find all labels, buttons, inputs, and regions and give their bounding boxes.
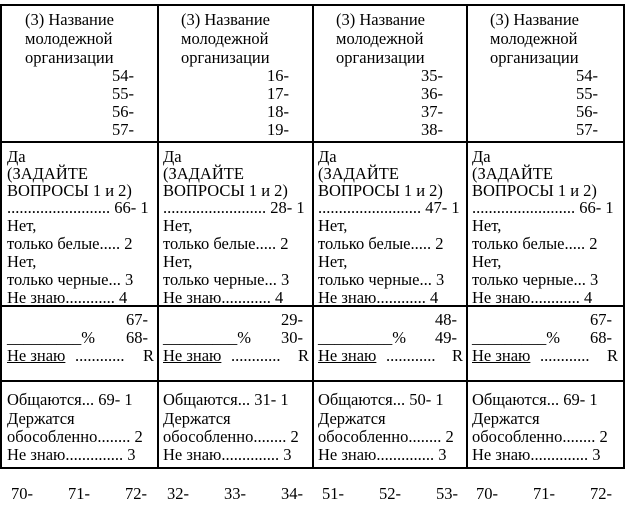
- org-name-code: 56-: [576, 102, 598, 121]
- percent-code: 30-: [281, 328, 303, 347]
- org-name-code: 17-: [267, 84, 289, 103]
- org-name-header-line: молодежной: [25, 29, 113, 48]
- percent-code: 67-: [590, 310, 612, 329]
- percent-code: 48-: [435, 310, 457, 329]
- answer-yes-code: ......................... 47- 1: [318, 198, 460, 217]
- answer-no-white-code: только белые..... 2: [472, 234, 598, 253]
- answer-no-white: Нет,: [7, 216, 37, 235]
- percent-refused-code: R: [451, 346, 463, 365]
- answer-dont-know: Не знаю............ 4: [318, 288, 439, 307]
- percent-dont-know: Не знаю: [318, 346, 377, 365]
- org-name-code: 56-: [112, 102, 134, 121]
- org-name-code: 55-: [112, 84, 134, 103]
- percent-blank: _________%: [318, 328, 406, 347]
- percent-blank: _________%: [163, 328, 251, 347]
- org-name-code: 38-: [421, 120, 443, 139]
- answer-yes: Да: [163, 147, 182, 166]
- percent-dont-know: Не знаю: [7, 346, 66, 365]
- percent-refused-code: R: [142, 346, 154, 365]
- answer-no-white-code: только белые..... 2: [318, 234, 444, 253]
- col-divider-2: [312, 4, 314, 469]
- answer-no-white-code: только белые..... 2: [7, 234, 133, 253]
- footer-code: 71-: [68, 484, 90, 503]
- instruction-ask: (ЗАДАЙТЕ: [7, 164, 88, 183]
- org-name-code: 37-: [421, 102, 443, 121]
- org-name-header-line: (3) Название: [25, 10, 115, 29]
- answer-yes: Да: [472, 147, 491, 166]
- footer-code: 32-: [167, 484, 189, 503]
- communicate-dont-know: Не знаю.............. 3: [7, 445, 136, 464]
- instruction-ask: (ЗАДАЙТЕ: [472, 164, 553, 183]
- percent-dont-know-dots: ............: [386, 346, 436, 365]
- answer-no-black: Нет,: [472, 252, 502, 271]
- org-name-header-line: организации: [336, 48, 425, 67]
- answer-no-black-code: только черные... 3: [163, 270, 290, 289]
- isolated-answer: Держатся: [7, 409, 75, 428]
- percent-code: 29-: [281, 310, 303, 329]
- answer-no-black-code: только черные... 3: [7, 270, 134, 289]
- instruction-ask: (ЗАДАЙТЕ: [318, 164, 399, 183]
- communicate-answer: Общаются... 69- 1: [472, 390, 598, 409]
- footer-code: 72-: [590, 484, 612, 503]
- org-name-code: 55-: [576, 84, 598, 103]
- footer-code: 51-: [322, 484, 344, 503]
- percent-dont-know-dots: ............: [540, 346, 590, 365]
- instruction-ask: ВОПРОСЫ 1 и 2): [163, 181, 288, 200]
- org-name-code: 54-: [112, 66, 134, 85]
- col-divider-3: [466, 4, 468, 469]
- org-name-header-line: (3) Название: [336, 10, 426, 29]
- footer-code: 33-: [224, 484, 246, 503]
- percent-code: 67-: [126, 310, 148, 329]
- isolated-answer: Держатся: [318, 409, 386, 428]
- percent-code: 49-: [435, 328, 457, 347]
- answer-no-black: Нет,: [318, 252, 348, 271]
- isolated-answer: Держатся: [472, 409, 540, 428]
- answer-dont-know: Не знаю............ 4: [7, 288, 128, 307]
- org-name-code: 57-: [112, 120, 134, 139]
- answer-no-white: Нет,: [472, 216, 502, 235]
- percent-dont-know-dots: ............: [231, 346, 281, 365]
- instruction-ask: ВОПРОСЫ 1 и 2): [472, 181, 597, 200]
- instruction-ask: ВОПРОСЫ 1 и 2): [318, 181, 443, 200]
- org-name-code: 35-: [421, 66, 443, 85]
- answer-yes-code: ......................... 66- 1: [472, 198, 614, 217]
- org-name-code: 36-: [421, 84, 443, 103]
- org-name-code: 54-: [576, 66, 598, 85]
- isolated-answer-code: обособленно........ 2: [472, 427, 608, 446]
- instruction-ask: ВОПРОСЫ 1 и 2): [7, 181, 132, 200]
- org-name-code: 57-: [576, 120, 598, 139]
- isolated-answer: Держатся: [163, 409, 231, 428]
- answer-no-black-code: только черные... 3: [472, 270, 599, 289]
- table-left-border: [0, 4, 2, 469]
- instruction-ask: (ЗАДАЙТЕ: [163, 164, 244, 183]
- org-name-header-line: организации: [25, 48, 114, 67]
- col-divider-1: [157, 4, 159, 469]
- percent-blank: _________%: [472, 328, 560, 347]
- footer-code: 72-: [125, 484, 147, 503]
- communicate-dont-know: Не знаю.............. 3: [163, 445, 292, 464]
- communicate-dont-know: Не знаю.............. 3: [318, 445, 447, 464]
- answer-dont-know: Не знаю............ 4: [472, 288, 593, 307]
- footer-code: 53-: [436, 484, 458, 503]
- org-name-header-line: организации: [490, 48, 579, 67]
- percent-code: 68-: [126, 328, 148, 347]
- table-right-border: [623, 4, 625, 469]
- communicate-answer: Общаются... 69- 1: [7, 390, 133, 409]
- org-name-header-line: молодежной: [490, 29, 578, 48]
- footer-code: 70-: [476, 484, 498, 503]
- percent-dont-know: Не знаю: [472, 346, 531, 365]
- org-name-code: 16-: [267, 66, 289, 85]
- answer-yes: Да: [318, 147, 337, 166]
- percent-dont-know: Не знаю: [163, 346, 222, 365]
- answer-no-black: Нет,: [163, 252, 193, 271]
- answer-no-black: Нет,: [7, 252, 37, 271]
- answer-dont-know: Не знаю............ 4: [163, 288, 284, 307]
- answer-yes-code: ......................... 28- 1: [163, 198, 305, 217]
- org-name-code: 18-: [267, 102, 289, 121]
- answer-no-white: Нет,: [318, 216, 348, 235]
- org-name-code: 19-: [267, 120, 289, 139]
- org-name-header-line: организации: [181, 48, 270, 67]
- percent-refused-code: R: [606, 346, 618, 365]
- answer-yes: Да: [7, 147, 26, 166]
- percent-refused-code: R: [297, 346, 309, 365]
- communicate-answer: Общаются... 31- 1: [163, 390, 289, 409]
- org-name-header-line: (3) Название: [181, 10, 271, 29]
- answer-yes-code: ......................... 66- 1: [7, 198, 149, 217]
- isolated-answer-code: обособленно........ 2: [7, 427, 143, 446]
- footer-code: 71-: [533, 484, 555, 503]
- footer-code: 70-: [11, 484, 33, 503]
- percent-code: 68-: [590, 328, 612, 347]
- communicate-answer: Общаются... 50- 1: [318, 390, 444, 409]
- isolated-answer-code: обособленно........ 2: [163, 427, 299, 446]
- isolated-answer-code: обособленно........ 2: [318, 427, 454, 446]
- org-name-header-line: молодежной: [181, 29, 269, 48]
- answer-no-white-code: только белые..... 2: [163, 234, 289, 253]
- percent-blank: _________%: [7, 328, 95, 347]
- answer-no-white: Нет,: [163, 216, 193, 235]
- footer-code: 52-: [379, 484, 401, 503]
- answer-no-black-code: только черные... 3: [318, 270, 445, 289]
- percent-dont-know-dots: ............: [75, 346, 125, 365]
- org-name-header-line: молодежной: [336, 29, 424, 48]
- footer-code: 34-: [281, 484, 303, 503]
- org-name-header-line: (3) Название: [490, 10, 580, 29]
- communicate-dont-know: Не знаю.............. 3: [472, 445, 601, 464]
